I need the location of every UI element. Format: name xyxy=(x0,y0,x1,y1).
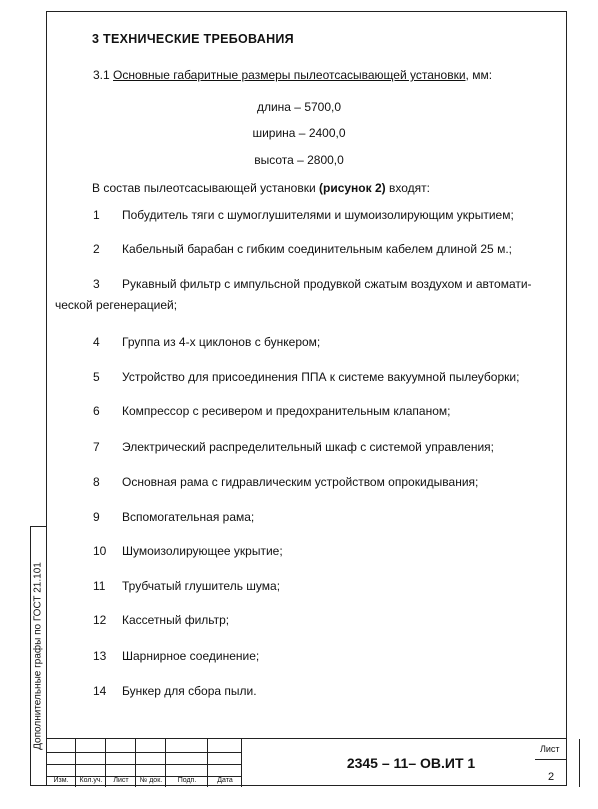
list-item: Группа из 4-х циклонов с бункером; xyxy=(122,335,321,349)
stamp-col-date: Дата xyxy=(217,777,233,784)
side-label: Дополнительные графы по ГОСТ 21.101 xyxy=(32,562,44,750)
sheet-label: Лист xyxy=(540,744,560,754)
item-number: 12 xyxy=(93,613,107,627)
intro-before: В состав пылеотсасывающей установки xyxy=(92,181,319,195)
item-number: 8 xyxy=(93,475,100,489)
dimension-width: ширина – 2400,0 xyxy=(252,126,346,140)
stamp-col-signature: Подп. xyxy=(177,777,197,784)
dimension-length: длина – 5700,0 xyxy=(256,100,342,114)
item-number: 1 xyxy=(93,208,100,222)
stamp-col-docnum: № док. xyxy=(139,777,163,784)
item-number: 2 xyxy=(93,242,100,256)
list-item: Кассетный фильтр; xyxy=(122,613,230,627)
list-item: Трубчатый глушитель шума; xyxy=(122,579,281,593)
item-number: 9 xyxy=(93,510,100,524)
item-number: 6 xyxy=(93,404,100,418)
list-item: Электрический распределительный шкаф с системой управления; xyxy=(122,440,495,454)
title-block xyxy=(46,738,567,786)
item-number: 7 xyxy=(93,440,100,454)
section-title: 3 ТЕХНИЧЕСКИЕ ТРЕБОВАНИЯ xyxy=(92,32,294,46)
clause-tail: , мм: xyxy=(465,68,493,82)
list-item: Кабельный барабан с гибким соединительным кабелем длиной 25 м.; xyxy=(122,242,512,256)
dimension-height: высота – 2800,0 xyxy=(254,153,344,167)
item-number: 3 xyxy=(93,277,100,291)
intro-line xyxy=(92,181,430,195)
item-number: 5 xyxy=(93,370,100,384)
list-item: Основная рама с гидравлическим устройством опрокидывания; xyxy=(122,475,479,489)
list-item: Шарнирное соединение; xyxy=(122,649,260,663)
stamp-col-sheet: Лист xyxy=(113,777,129,784)
list-item: Рукавный фильтр с импульсной продувкой сжатым воздухом и автомати- xyxy=(122,277,532,291)
intro-after: входят: xyxy=(385,181,430,195)
item-number: 11 xyxy=(93,579,106,593)
item-number: 13 xyxy=(93,649,107,663)
stamp-col-change: Изм. xyxy=(53,777,69,784)
intro-bold: (рисунок 2) xyxy=(319,181,386,195)
clause-number: 3.1 xyxy=(93,68,110,82)
list-item-continuation: ческой регенерацией; xyxy=(55,298,178,312)
clause-underlined-text: Основные габаритные размеры пылеотсасывающей установки xyxy=(113,68,466,82)
item-number: 10 xyxy=(93,544,107,558)
item-number: 4 xyxy=(93,335,100,349)
list-item: Побудитель тяги с шумоглушителями и шумоизолирующим укрытием; xyxy=(122,208,514,222)
list-item: Устройство для присоединения ППА к системе вакуумной пылеуборки; xyxy=(122,370,520,384)
item-number: 14 xyxy=(93,684,107,698)
sheet-number: 2 xyxy=(548,771,555,783)
list-item: Бункер для сбора пыли. xyxy=(122,684,257,698)
stamp-col-qty: Кол.уч. xyxy=(79,777,103,784)
list-item: Вспомогательная рама; xyxy=(122,510,255,524)
list-item: Компрессор с ресивером и предохранительным клапаном; xyxy=(122,404,451,418)
document-code: 2345 – 11– ОВ.ИТ 1 xyxy=(346,755,476,771)
clause-3-1 xyxy=(93,68,492,82)
list-item: Шумоизолирующее укрытие; xyxy=(122,544,283,558)
